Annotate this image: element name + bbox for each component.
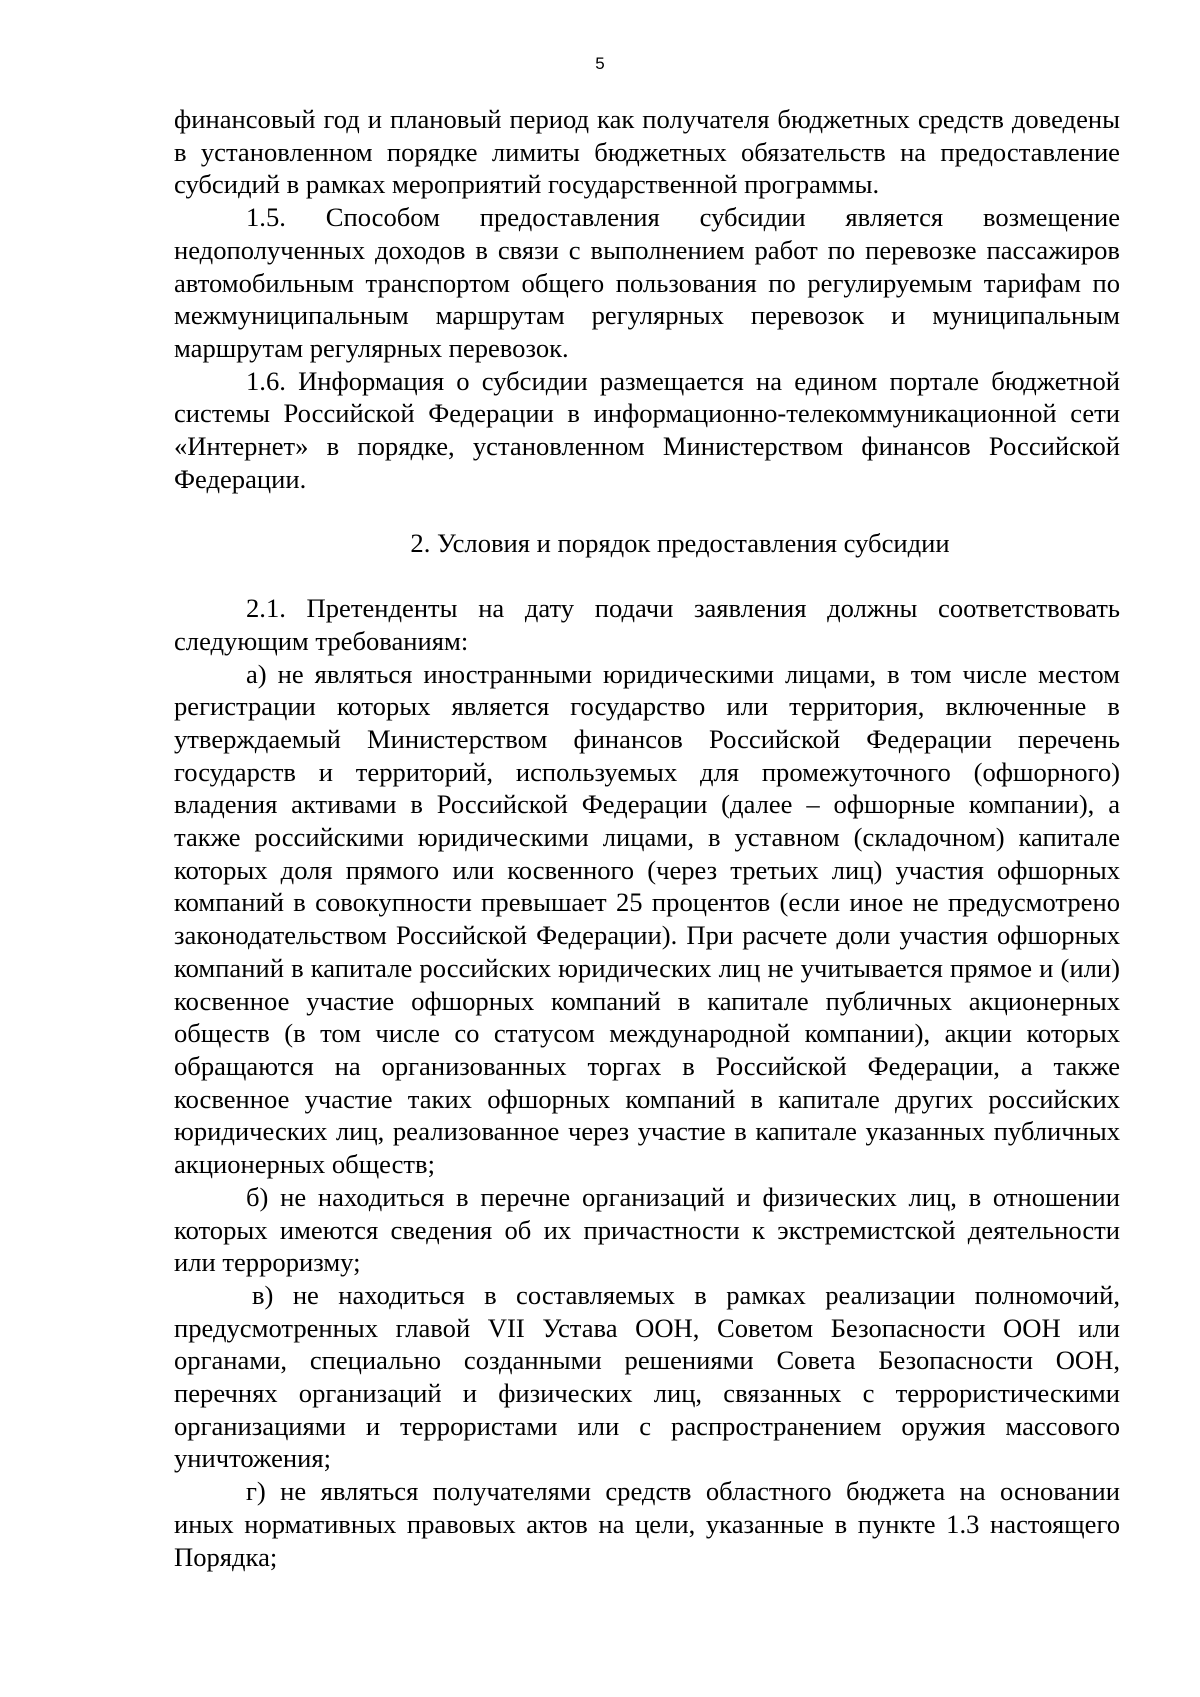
section-2-title: 2. Условия и порядок предоставления субсидии	[410, 528, 950, 559]
paragraph-2-1: 2.1. Претенденты на дату подачи заявления должны соответствовать следующим требованиям:	[174, 593, 1120, 656]
paragraph-1-6: 1.6. Информация о субсидии размещается на едином портале бюджетной системы Российской Федерации в информационно-телекоммуникационной сети «Интернет» в порядке, установленном Министерством финансов Российской Федерации.	[174, 365, 1120, 494]
list-item-g: г) не являться получателями средств областного бюджета на основании иных нормативных правовых актов на цели, указанные в пункте 1.3 настоящего Порядка;	[174, 1476, 1120, 1572]
document-body	[174, 103, 1120, 1573]
list-item-b: б) не находиться в перечне организаций и физических лиц, в отношении которых имеются сведения об их причастности к экстремистской деятельности или терроризму;	[174, 1181, 1120, 1278]
paragraph-continuation: финансовый год и плановый период как получателя бюджетных средств доведены в установленном порядке лимиты бюджетных обязательств на предоставление субсидий в рамках мероприятий государственной программы.	[174, 104, 1120, 200]
page-number: 5	[595, 54, 605, 73]
paragraph-1-5: 1.5. Способом предоставления субсидии является возмещение недополученных доходов в связи с выполнением работ по перевозке пассажиров автомобильным транспортом общего пользования по регулируемым тарифам по межмуниципальным маршрутам регулярных перевозок и муниципальным маршрутам регулярных перевозок.	[174, 202, 1120, 363]
list-item-v: в) не находиться в составляемых в рамках реализации полномочий, предусмотренных главой VII Устава ООН, Советом Безопасности ООН или органами, специально созданными решениями Совета Безопасности ООН, перечнях организаций и физических лиц, связанных с террористическими организациями и террористами или с распространением оружия массового уничтожения;	[174, 1279, 1120, 1474]
list-item-a: а) не являться иностранными юридическими лицами, в том числе местом регистрации которых является государство или территория, включенные в утверждаемый Министерством финансов Российской Федерации перечень государств и территорий, используемых для промежуточного (офшорного) владения активами в Российской Федерации (далее – офшорные компании), а также российскими юридическими лицами, в уставном (складочном) капитале которых доля прямого или косвенного (через третьих лиц) участия офшорных компаний в совокупности превышает 25 процентов (если иное не предусмотрено законодательством Российской Федерации). При расчете доли участия офшорных компаний в капитале российских юридических лиц не учитывается прямое и (или) косвенное участие офшорных компаний в капитале публичных акционерных обществ (в том числе со статусом международной компании), акции которых обращаются на организованных торгах в Российской Федерации, а также косвенное участие таких офшорных компаний в капитале других российских юридических лиц, реализованное через участие в капитале указанных публичных акционерных обществ;	[174, 658, 1120, 1180]
